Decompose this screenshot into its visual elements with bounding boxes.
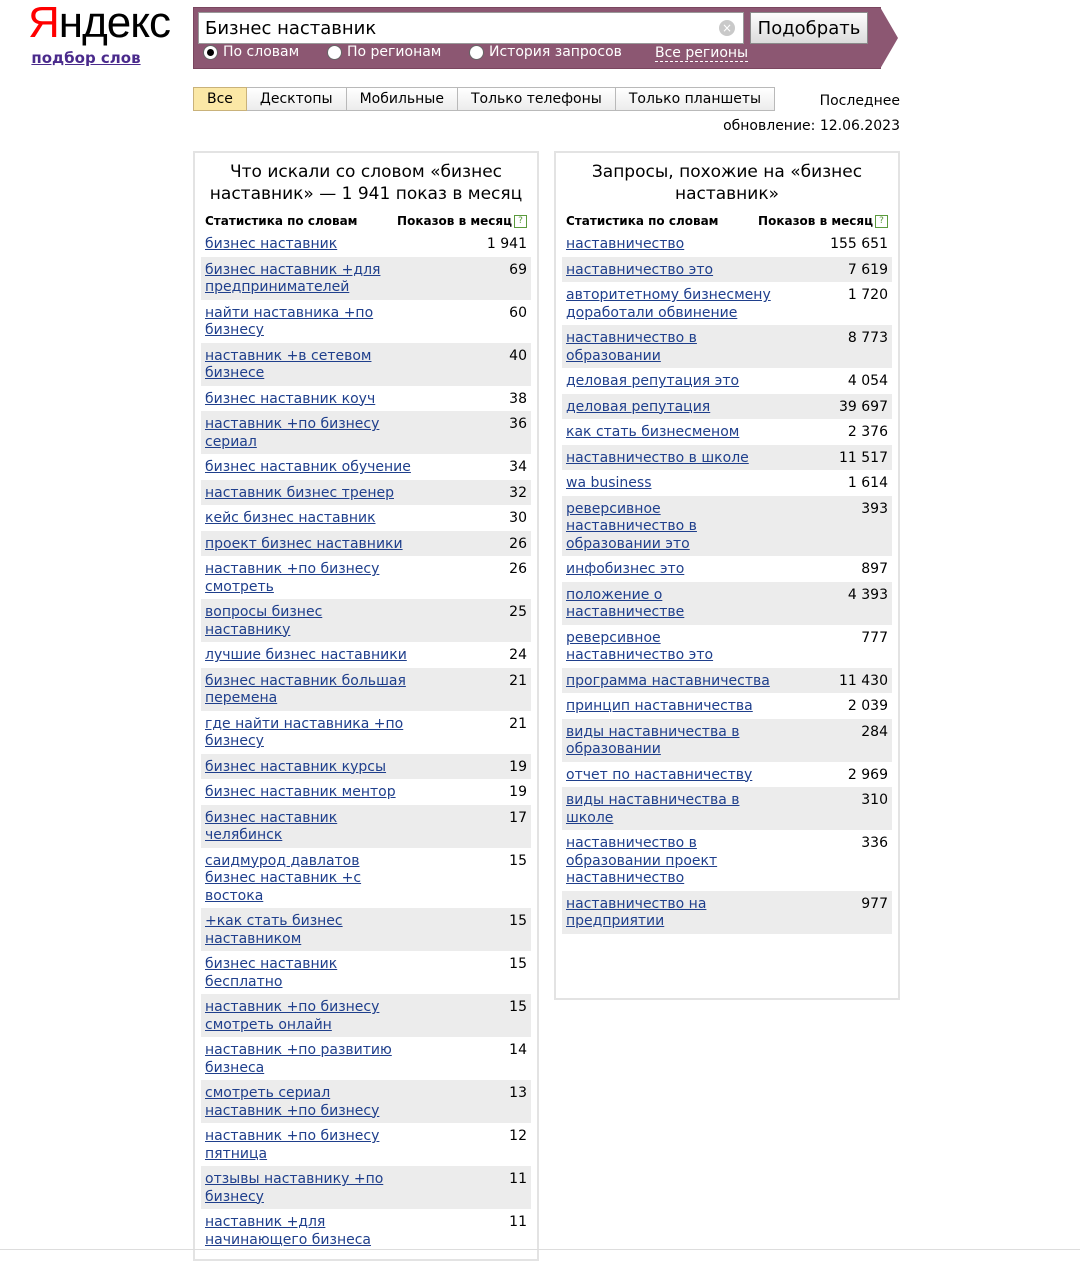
shows-count: 897	[861, 561, 888, 577]
table-row	[201, 848, 531, 909]
phrase-link[interactable]: наставник +по бизнесу смотреть	[205, 561, 380, 595]
shows-count: 1 614	[847, 475, 888, 491]
phrase-link[interactable]: авторитетному бизнесмену доработали обвинение	[566, 287, 771, 321]
phrase-link[interactable]: наставничество в школе	[566, 449, 749, 466]
help-icon[interactable]: ?	[875, 215, 888, 228]
shows-count: 310	[861, 792, 888, 808]
phrase-link[interactable]: бизнес наставник бесплатно	[205, 956, 338, 990]
device-tabs	[193, 87, 775, 111]
table-row	[201, 386, 531, 412]
shows-count: 21	[509, 715, 527, 732]
phrase-link[interactable]: +как стать бизнес наставником	[205, 913, 343, 947]
col-words-header: Статистика по словам	[566, 214, 719, 228]
column-headers	[556, 211, 898, 231]
shows-count: 34	[509, 459, 527, 475]
update-info: Последнее обновление: 12.06.2023	[723, 93, 900, 134]
all-regions-link[interactable]: Все регионы	[655, 45, 749, 61]
shows-count: 26	[509, 535, 527, 552]
shows-count: 25	[509, 604, 527, 620]
shows-count: 4 054	[847, 373, 888, 389]
tab-0[interactable]: Все	[193, 87, 247, 111]
wordstat-link[interactable]: подбор слов	[31, 49, 141, 67]
shows-count: 336	[861, 835, 888, 851]
table-row	[562, 668, 892, 694]
table-row	[562, 325, 892, 368]
table-row	[562, 787, 892, 830]
phrase-link[interactable]: наставничество в образовании	[566, 330, 697, 364]
shows-count: 38	[509, 390, 527, 407]
shows-count: 15	[509, 852, 527, 869]
shows-count: 11	[509, 1171, 527, 1187]
shows-count: 60	[509, 304, 527, 321]
table-row	[562, 419, 892, 445]
shows-count: 393	[861, 500, 888, 517]
table-row	[201, 1123, 531, 1166]
mode-by-words[interactable]: По словам	[203, 44, 299, 60]
phrase-link[interactable]: бизнес наставник челябинск	[205, 809, 338, 843]
table-row	[562, 368, 892, 394]
shows-count: 2 969	[847, 766, 888, 783]
phrase-link[interactable]: деловая репутация это	[566, 373, 740, 389]
mode-by-regions[interactable]: По регионам	[327, 44, 441, 60]
shows-count: 32	[509, 484, 527, 501]
shows-count: 2 039	[847, 698, 888, 714]
phrase-link[interactable]: наставник +по развитию бизнеса	[205, 1042, 392, 1076]
shows-count: 12	[509, 1128, 527, 1144]
table-row	[201, 411, 531, 454]
table-row	[562, 470, 892, 496]
table-row	[562, 693, 892, 719]
phrase-link[interactable]: как стать бизнесменом	[566, 424, 740, 440]
phrase-link[interactable]: отчет по наставничеству	[566, 766, 753, 783]
shows-count: 39 697	[839, 398, 888, 415]
tab-2[interactable]: Мобильные	[347, 87, 458, 111]
shows-count: 17	[509, 809, 527, 826]
table-row	[562, 257, 892, 283]
shows-count: 2 376	[847, 424, 888, 440]
shows-count: 977	[861, 895, 888, 912]
table-row	[201, 343, 531, 386]
phrase-link[interactable]: бизнес наставник ментор	[205, 784, 396, 800]
table-row	[201, 994, 531, 1037]
words-list	[201, 231, 531, 1252]
shows-count: 155 651	[830, 236, 888, 252]
phrase-link[interactable]: наставник +по бизнесу сериал	[205, 416, 380, 450]
table-row	[201, 754, 531, 780]
col-shows-header: Показов в месяц	[758, 214, 873, 228]
phrase-link[interactable]: наставничество это	[566, 261, 714, 278]
similar-panel	[554, 151, 900, 1000]
table-row	[201, 642, 531, 668]
shows-count: 284	[861, 723, 888, 740]
table-row	[201, 711, 531, 754]
shows-count: 13	[509, 1085, 527, 1101]
shows-count: 19	[509, 758, 527, 775]
help-icon[interactable]: ?	[514, 215, 527, 228]
shows-count: 69	[509, 261, 527, 278]
phrase-link[interactable]: найти наставника +по бизнесу	[205, 304, 374, 338]
logo[interactable]	[28, 0, 170, 67]
shows-count: 1 941	[486, 236, 527, 252]
table-row	[562, 830, 892, 891]
table-row	[562, 556, 892, 582]
table-row	[562, 231, 892, 257]
col-shows-header: Показов в месяц	[397, 214, 512, 228]
phrase-link[interactable]: лучшие бизнес наставники	[205, 647, 407, 663]
phrase-link[interactable]: виды наставничества в образовании	[566, 723, 740, 757]
table-row	[562, 625, 892, 668]
table-row	[201, 556, 531, 599]
table-row	[201, 1166, 531, 1209]
shows-count: 1 720	[847, 287, 888, 303]
words-panel	[193, 151, 539, 1261]
shows-count: 15	[509, 956, 527, 972]
table-row	[201, 1037, 531, 1080]
phrase-link[interactable]: отзывы наставнику +по бизнесу	[205, 1171, 384, 1205]
tab-1[interactable]: Десктопы	[247, 87, 347, 111]
shows-count: 14	[509, 1042, 527, 1058]
phrase-link[interactable]: саидмурод давлатов бизнес наставник +с востока	[205, 852, 362, 904]
tab-3[interactable]: Только телефоны	[458, 87, 616, 111]
phrase-link[interactable]: бизнес наставник большая перемена	[205, 672, 406, 706]
table-row	[201, 300, 531, 343]
phrase-link[interactable]: проект бизнес наставники	[205, 535, 403, 552]
phrase-link[interactable]: наставник +в сетевом бизнесе	[205, 347, 372, 381]
table-row	[562, 394, 892, 420]
phrase-link[interactable]: наставник +по бизнесу пятница	[205, 1128, 380, 1162]
phrase-link[interactable]: инфобизнес это	[566, 561, 685, 577]
similar-list	[562, 231, 892, 934]
shows-count: 15	[509, 999, 527, 1015]
tab-4[interactable]: Только планшеты	[616, 87, 775, 111]
table-row	[562, 719, 892, 762]
table-row	[201, 505, 531, 531]
table-row	[201, 1209, 531, 1252]
phrase-link[interactable]: wa business	[566, 475, 652, 491]
phrase-link[interactable]: бизнес наставник	[205, 236, 338, 252]
phrase-link[interactable]: наставник +по бизнесу смотреть онлайн	[205, 999, 380, 1033]
phrase-link[interactable]: наставничество в образовании проект наставничество	[566, 835, 718, 886]
shows-count: 15	[509, 913, 527, 929]
table-row	[201, 257, 531, 300]
shows-count: 777	[861, 629, 888, 646]
table-row	[562, 445, 892, 471]
panel-title: Что искали со словом «бизнес наставник» — 1 941 показ в месяц	[209, 162, 523, 204]
shows-count: 11 517	[839, 449, 888, 466]
shows-count: 21	[509, 672, 527, 689]
phrase-link[interactable]: бизнес наставник курсы	[205, 758, 387, 775]
table-row	[201, 1080, 531, 1123]
shows-count: 8 773	[847, 330, 888, 346]
phrase-link[interactable]: положение о наставничестве	[566, 586, 685, 620]
table-row	[562, 282, 892, 325]
table-row	[562, 496, 892, 557]
radio-icon[interactable]	[327, 45, 342, 60]
phrase-link[interactable]: смотреть сериал наставник +по бизнесу	[205, 1085, 380, 1119]
panel-title: Запросы, похожие на «бизнес наставник»	[591, 162, 863, 204]
table-row	[562, 582, 892, 625]
shows-count: 36	[509, 416, 527, 432]
search-panel-arrow	[880, 7, 898, 69]
shows-count: 11	[509, 1214, 527, 1230]
shows-count: 26	[509, 561, 527, 577]
phrase-link[interactable]: программа наставничества	[566, 672, 770, 689]
submit-button[interactable]: Подобрать	[750, 12, 868, 44]
shows-count: 7 619	[847, 261, 888, 278]
table-row	[201, 779, 531, 805]
phrase-link[interactable]: наставничество	[566, 236, 685, 252]
table-row	[201, 454, 531, 480]
shows-count: 40	[509, 347, 527, 364]
table-row	[201, 908, 531, 951]
table-row	[562, 762, 892, 788]
phrase-link[interactable]: принцип наставничества	[566, 698, 753, 714]
shows-count: 11 430	[839, 672, 888, 689]
table-row	[201, 951, 531, 994]
phrase-link[interactable]: деловая репутация	[566, 398, 711, 415]
table-row	[201, 531, 531, 557]
shows-count: 4 393	[847, 586, 888, 603]
shows-count: 19	[509, 784, 527, 800]
table-row	[201, 231, 531, 257]
search-input[interactable]	[198, 12, 744, 44]
phrase-link[interactable]: где найти наставника +по бизнесу	[205, 715, 404, 749]
table-row	[201, 668, 531, 711]
phrase-link[interactable]: бизнес наставник коуч	[205, 390, 376, 407]
phrase-link[interactable]: наставничество на предприятии	[566, 895, 707, 929]
phrase-link[interactable]: наставник бизнес тренер	[205, 484, 394, 501]
table-row	[562, 891, 892, 934]
phrase-link[interactable]: бизнес наставник +для предпринимателей	[205, 261, 381, 295]
phrase-link[interactable]: кейс бизнес наставник	[205, 510, 376, 526]
shows-count: 24	[509, 647, 527, 663]
mode-history[interactable]: История запросов	[469, 44, 622, 60]
phrase-link[interactable]: реверсивное наставничество в образовании это	[566, 500, 697, 552]
phrase-link[interactable]: наставник +для начинающего бизнеса	[205, 1214, 372, 1248]
phrase-link[interactable]: реверсивное наставничество это	[566, 629, 714, 663]
page-divider	[0, 1249, 1080, 1250]
table-row	[201, 599, 531, 642]
col-words-header: Статистика по словам	[205, 214, 358, 228]
phrase-link[interactable]: виды наставничества в школе	[566, 792, 740, 826]
clear-icon[interactable]: ×	[719, 20, 735, 36]
radio-icon[interactable]	[469, 45, 484, 60]
radio-icon[interactable]	[203, 45, 218, 60]
yandex-logo[interactable]: Яндекс	[28, 0, 170, 47]
table-row	[201, 805, 531, 848]
column-headers	[195, 211, 537, 231]
phrase-link[interactable]: вопросы бизнес наставнику	[205, 604, 323, 638]
shows-count: 30	[509, 510, 527, 526]
phrase-link[interactable]: бизнес наставник обучение	[205, 459, 411, 475]
table-row	[201, 480, 531, 506]
